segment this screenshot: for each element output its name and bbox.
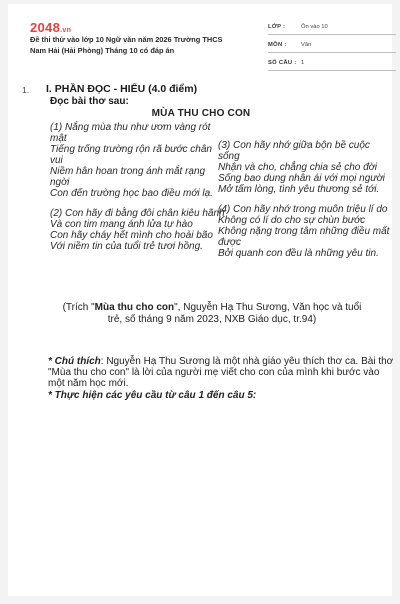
poem-left-column — [50, 122, 226, 261]
meta-value: Văn — [301, 42, 312, 48]
stanza-2 — [50, 208, 226, 252]
meta-row-class — [268, 22, 396, 35]
poem-line: Không có lí do cho sự chùn bước — [218, 215, 366, 226]
poem-line: Nhận và cho, chẳng chia sẻ cho đời — [218, 162, 377, 173]
document-header — [20, 14, 380, 64]
meta-label: MÔN : — [268, 42, 287, 48]
reading-instruction: Đọc bài thơ sau: — [50, 96, 129, 107]
poem-line: Với niềm tin của tuổi trẻ tươi hồng. — [50, 241, 203, 252]
poem-line: (3) Con hãy nhớ giữa bộn bề cuộc sống — [218, 140, 370, 162]
task-instruction: * Thực hiện các yêu cầu từ câu 1 đến câu 5: — [48, 390, 257, 401]
site-logo[interactable] — [30, 20, 71, 35]
meta-row-subject — [268, 40, 396, 53]
note-lead: * Chú thích — [48, 356, 101, 367]
poem-source — [62, 302, 362, 325]
poem-line: Niềm hân hoan trong ánh mắt rạng ngời — [50, 166, 206, 188]
poem-line: Tiếng trống trường rộn rã bước chân vui — [50, 144, 212, 166]
meta-value: 1 — [301, 60, 305, 66]
section-title: I. PHẦN ĐỌC - HIỂU (4.0 điểm) — [46, 83, 198, 95]
meta-row-question-count — [268, 58, 396, 71]
question-number: 1. — [22, 85, 30, 95]
stanza-4 — [218, 204, 392, 259]
stanza-3 — [218, 140, 392, 195]
meta-label: SỐ CÂU : — [268, 60, 297, 66]
source-title: Mùa thu cho con — [94, 302, 175, 313]
poem-line: (4) Con hãy nhớ trong muôn triệu lí do — [218, 204, 388, 215]
meta-value: Ôn vào 10 — [301, 24, 328, 30]
meta-label: LỚP : — [268, 24, 286, 30]
poem-title: MÙA THU CHO CON — [151, 108, 251, 119]
poem-line: Và con tim mang ánh lửa tự hào — [50, 219, 193, 230]
meta-info — [268, 22, 396, 76]
source-details: ", Nguyễn Hạ Thu Sương, Văn học và tuổi trẻ, số tháng 9 năm 2023, NXB Giáo dục, tr.94) — [107, 302, 362, 325]
poem-line: Mở tấm lòng, tình yêu thương sẻ tới. — [218, 184, 380, 195]
document-title: Đề thi thử vào lớp 10 Ngữ văn năm 2026 Trường THCS Nam Hải (Hải Phòng) Tháng 10 có đáp án — [30, 35, 223, 55]
poem-line: Con hãy cháy hết mình cho hoài bão — [50, 230, 213, 241]
poem-line: Bởi quanh con đều là những yêu tin. — [218, 248, 379, 259]
poem-line: (1) Nắng mùa thu như ươm vàng rót mật — [50, 122, 211, 144]
poem-line: (2) Con hãy đi bằng đôi chân kiêu hãnh — [50, 208, 225, 219]
note-text: : Nguyễn Hạ Thu Sương là một nhà giáo yêu thích thơ ca. Bài thơ "Mùa thu cho con" là lời của người mẹ viết cho con của mình khi bước vào một năm học mới. — [48, 356, 394, 389]
document-page — [8, 4, 392, 596]
poem-line: Không nặng trong tâm những điều mất được — [218, 226, 390, 248]
author-note — [48, 356, 396, 389]
logo-suffix: .vn — [60, 27, 72, 34]
logo-main: 2048 — [30, 20, 61, 35]
source-prefix: (Trích " — [62, 302, 95, 313]
poem-line: Con đến trường học bao điều mới lạ. — [50, 188, 213, 199]
stanza-1 — [50, 122, 226, 199]
poem-line: Sống bao dung nhân ái với mọi người — [218, 173, 385, 184]
poem-right-column — [218, 140, 392, 268]
